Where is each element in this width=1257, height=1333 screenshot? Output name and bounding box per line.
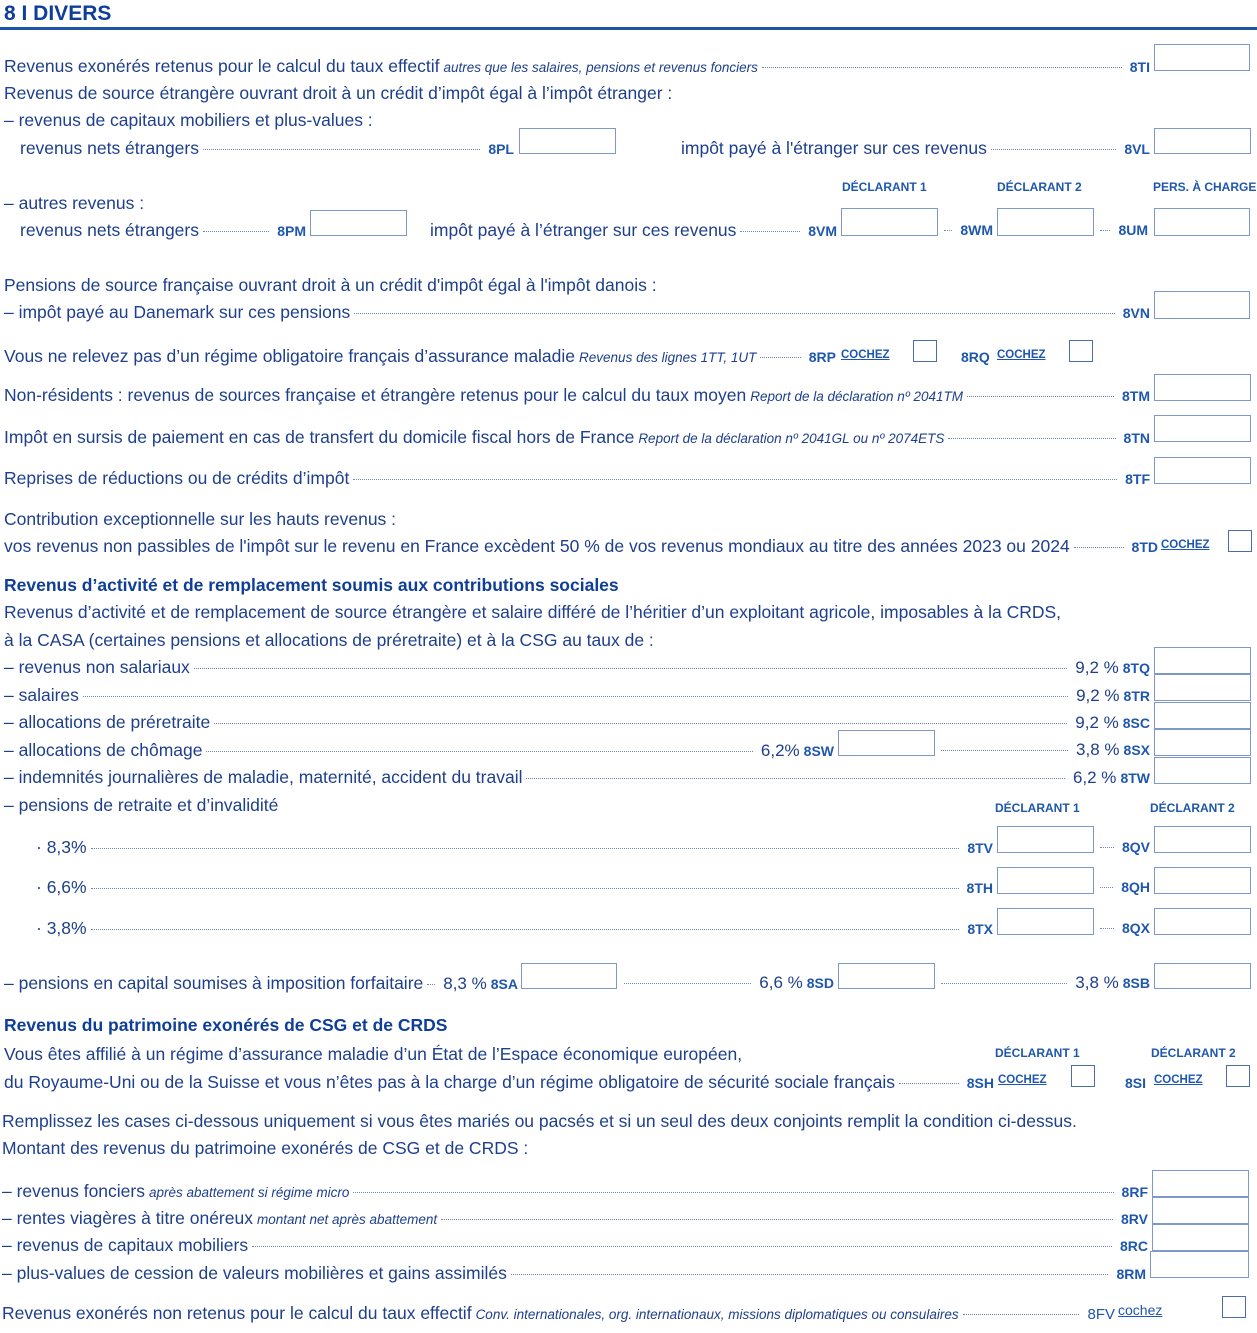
row-8ti: Revenus exonérés retenus pour le calcul du taux effectif autres que les salaires, pensions et revenus fonciers 8TI [4, 56, 1150, 76]
input-8wm[interactable] [997, 208, 1094, 236]
patrimoine-title: Revenus du patrimoine exonérés de CSG et de CRDS [4, 1015, 448, 1035]
input-8tv[interactable] [997, 826, 1094, 853]
row-8sd: 6,6 % 8SD [620, 972, 834, 994]
row-8qv: 8QV [1096, 836, 1150, 858]
row-8um: 8UM [1096, 219, 1148, 241]
etr-title: Revenus de source étrangère ouvrant droit à un crédit d’impôt égal à l’impôt étranger : [4, 83, 673, 103]
row-8rm: – plus-values de cession de valeurs mobilières et gains assimilés 8RM [2, 1263, 1146, 1283]
row-8sc: – allocations de préretraite 9,2 % 8SC [4, 712, 1150, 732]
row-8sb: 3,8 % 8SB [937, 972, 1150, 994]
checkbox-8rp[interactable] [913, 340, 937, 362]
input-8th[interactable] [997, 867, 1094, 894]
input-8tx[interactable] [997, 908, 1094, 935]
input-8qv[interactable] [1154, 826, 1251, 853]
row-8vn: – impôt payé au Danemark sur ces pensions 8VN [4, 302, 1150, 322]
input-8qx[interactable] [1154, 908, 1251, 935]
row-8tr: – salaires 9,2 % 8TR [4, 685, 1150, 705]
col-declarant2: DÉCLARANT 2 [997, 180, 1082, 194]
input-8rm[interactable] [1150, 1251, 1249, 1278]
input-8tr[interactable] [1154, 674, 1251, 701]
row-8rc: – revenus de capitaux mobiliers 8RC [2, 1235, 1148, 1255]
checkbox-8rq[interactable] [1069, 340, 1093, 362]
activite-title: Revenus d’activité et de remplacement soumis aux contributions sociales [4, 575, 619, 595]
input-8tw[interactable] [1154, 757, 1251, 784]
input-8ti[interactable] [1154, 44, 1250, 71]
row-8sw: – allocations de chômage 6,2% 8SW [4, 740, 834, 760]
input-8qh[interactable] [1154, 867, 1251, 894]
input-8sc[interactable] [1154, 702, 1251, 729]
section-title: 8 I DIVERS [4, 2, 112, 25]
row-8wm: 8WM [940, 219, 993, 241]
row-8tn: Impôt en sursis de paiement en cas de transfert du domicile fiscal hors de France Report de la déclaration nº 2041GL ou nº 2074ETS 8TN [4, 427, 1150, 447]
etr-autres: – autres revenus : [4, 193, 145, 213]
row-8qx: 8QX [1096, 917, 1150, 939]
td-title: Contribution exceptionnelle sur les hauts revenus : [4, 509, 397, 529]
col-declarant1: DÉCLARANT 1 [842, 180, 927, 194]
input-8sa[interactable] [521, 963, 617, 989]
row-8vm: impôt payé à l’étranger sur ces revenus 8VM [430, 220, 837, 240]
row-8pm: revenus nets étrangers 8PM [20, 220, 306, 240]
dan-title: Pensions de source française ouvrant droit à un crédit d'impôt égal à l'impôt danois : [4, 275, 657, 295]
divers-form: 8 I DIVERS Revenus exonérés retenus pour le calcul du taux effectif autres que les salaires, pensions et revenus fonciers 8TI Revenus de source étrangère ouvrant droit à un crédit d’impôt égal à l’impôt étranger : – revenus de capitaux mobiliers et plus-values : revenus nets étrangers 8PL impôt payé à l'étranger sur ces revenus 8VL DÉCLARANT 1 DÉCLARANT 2 PERS. À CHARGE – autres revenus : revenus nets étrangers 8PM impôt payé à l’étranger sur ces revenus 8VM 8WM 8UM Pensions de source française ouvrant droit à un crédit d'impôt égal à l'impôt danois : – impôt payé au Danemark sur ces pensions 8VN Vous ne relevez pas d’un régime obligatoire français d’assurance maladie Revenus des lignes 1TT, 1UT 8RP COCHEZ 8RQ COCHEZ Non-résidents : revenus de sources française et étrangère retenus pour le calcul du taux moyen Report de la déclaration nº 2041TM 8TM Impôt en sursis de paiement en cas de transfert du domicile fiscal hors de France Report de la déclaration nº 2041GL ou nº 2074ETS 8TN Reprises de réductions ou de crédits d’impôt 8TF Contribution exceptionnelle sur les hauts revenus : vos revenus non passibles de l'impôt sur le revenu en France excèdent 50 % de vos revenus mondiaux au titre des années 2023 ou 2024 8TD COCHEZ Revenus d’activité et de remplacement soumis aux contributions sociales Revenus d’activité et de remplacement de source étrangère et salaire différé de l’héritier d’un exploitant agricole, imposables à la CRDS, à la CASA (certaines pensions et allocations de préretraite) et à la CSG au taux de : – revenus non salariaux 9,2 % 8TQ – salaires 9,2 % 8TR – allocations de préretraite 9,2 % 8SC – allocations de chômage 6,2% 8SW 3,8 % 8SX – indemnités journalières de maladie, maternité, accident du travail 6,2 % 8TW – pensions de retraite et d’invalidité DÉCLARANT 1 DÉCLARANT 2 · 8,3% 8TV 8QV · 6,6% 8TH 8QH · 3,8% 8TX 8QX – pensions en capital soumises à imposition forfaitaire 8,3 % 8SA 6,6 % 8SD 3,8 % 8SB Revenus du patrimoine exonérés de CSG et de CRDS Vous êtes affilié à un régime d’assurance maladie d’un État de l’Espace économique européen, DÉCLARANT 1 DÉCLARANT 2 du Royaume-Uni ou de la Suisse et vous n’êtes pas à la charge d’un régime obligatoire de sécurité sociale français 8SH COCHEZ 8SI COCHEZ Remplissez les cases ci-dessous uniquement si vous êtes mariés ou pacsés et si un seul des deux conjoints remplit la condition ci-dessus. Montant des revenus du patrimoine exonérés de CSG et de CRDS : – revenus fonciers après abattement si régime micro 8RF – rentes viagères à titre onéreux montant net après abattement 8RV – revenus de capitaux mobiliers 8RC – plus-values de cession de valeurs mobilières et gains assimilés 8RM Revenus exonérés non retenus pour le calcul du taux effectif Conv. internationales, org. internationaux, missions diplomatiques ou consulaires 8FV cochez [0, 0, 1257, 1333]
input-8tq[interactable] [1154, 647, 1251, 674]
row-8th: · 6,6% 8TH [36, 877, 993, 897]
input-8rf[interactable] [1152, 1170, 1249, 1197]
row-8rv: – rentes viagères à titre onéreux montant net après abattement 8RV [2, 1208, 1148, 1228]
row-8rf: – revenus fonciers après abattement si régime micro 8RF [2, 1181, 1148, 1201]
checkbox-8fv[interactable] [1222, 1296, 1246, 1318]
col-pers-charge: PERS. À CHARGE [1153, 180, 1257, 194]
input-8rc[interactable] [1152, 1224, 1249, 1251]
row-8qh: 8QH [1096, 876, 1150, 898]
input-8sb[interactable] [1154, 963, 1251, 989]
input-8vl[interactable] [1154, 128, 1251, 154]
row-8tf: Reprises de réductions ou de crédits d’impôt 8TF [4, 468, 1150, 488]
input-8um[interactable] [1154, 208, 1250, 236]
input-8pl[interactable] [519, 128, 616, 154]
row-8tw: – indemnités journalières de maladie, maternité, accident du travail 6,2 % 8TW [4, 767, 1150, 787]
input-8sw[interactable] [838, 730, 935, 756]
row-8rp: Vous ne relevez pas d’un régime obligatoire français d’assurance maladie Revenus des lignes 1TT, 1UT 8RP [4, 346, 836, 366]
row-8sx: 3,8 % 8SX [937, 739, 1150, 761]
row-8sa: – pensions en capital soumises à imposition forfaitaire 8,3 % 8SA [4, 973, 518, 993]
row-8tq: – revenus non salariaux 9,2 % 8TQ [4, 657, 1150, 677]
checkbox-8si[interactable] [1226, 1065, 1250, 1087]
input-8vm[interactable] [841, 208, 938, 236]
code-8ti: 8TI [1129, 59, 1150, 75]
row-8vl: impôt payé à l'étranger sur ces revenus 8VL [681, 138, 1150, 158]
input-8tm[interactable] [1154, 374, 1251, 401]
row-8tm: Non-résidents : revenus de sources française et étrangère retenus pour le calcul du taux moyen Report de la déclaration nº 2041TM 8TM [4, 385, 1150, 405]
input-8sx[interactable] [1154, 729, 1251, 756]
input-8vn[interactable] [1154, 291, 1250, 319]
checkbox-8td[interactable] [1228, 530, 1252, 552]
row-8tx: · 3,8% 8TX [36, 918, 993, 938]
input-8tf[interactable] [1154, 457, 1251, 484]
row-8td: vos revenus non passibles de l'impôt sur le revenu en France excèdent 50 % de vos revenus mondiaux au titre des années 2023 ou 2024 8TD [4, 536, 1158, 556]
row-8tv: · 8,3% 8TV [36, 837, 993, 857]
title-rule [0, 27, 1257, 30]
checkbox-8sh[interactable] [1071, 1065, 1095, 1087]
etr-cap: – revenus de capitaux mobiliers et plus-values : [4, 110, 373, 130]
input-8sd[interactable] [838, 963, 935, 989]
input-8pm[interactable] [310, 210, 407, 236]
input-8rv[interactable] [1152, 1197, 1249, 1224]
row-8fv: Revenus exonérés non retenus pour le calcul du taux effectif Conv. internationales, org. internationaux, missions diplomatiques ou consulaires 8FV [2, 1303, 1115, 1323]
input-8tn[interactable] [1154, 415, 1251, 442]
row-8sh: du Royaume-Uni ou de la Suisse et vous n’êtes pas à la charge d’un régime obligatoire de sécurité sociale français 8SH [4, 1072, 994, 1092]
row-8pl: revenus nets étrangers 8PL [20, 138, 514, 158]
